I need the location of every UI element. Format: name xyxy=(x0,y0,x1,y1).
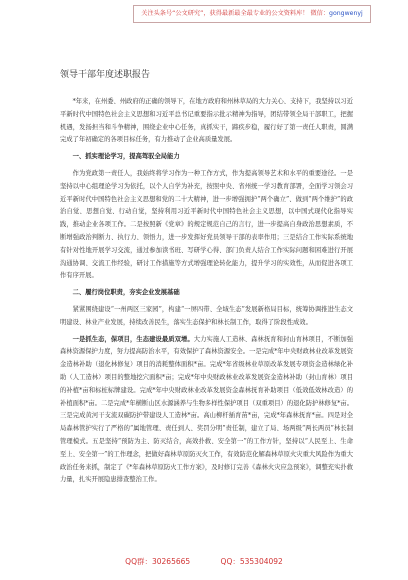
footer-qq-group: QQ群：30265665 xyxy=(125,557,191,566)
section-1-paragraph: 作为党政第一责任人，我始终将学习作为一种工作方式，作为提高领导艺术和水平的重要途径。一是坚持以中心组理论学习为依托，以个人自学为补充，按照中央、省州统一学习教育部署，全面学习领会习近平新时代中国特色社会主义思想和党的二十大精神，进一步增强拥护“两个确立”、做到“两个维护”的政治自觉、思想自觉、行动自觉，坚持利用习近平新时代中国特色社会主义思想，以中国式现代化指导实践，推动企业各项工作。二是按照新《党章》的规定规范自己的言行，进一步提高自身政治思想素质，不断增强政治判断力、执行力、领悟力，进一步发挥好党员领导干部的表率作用；三是结合工作实际系统地有针对性地开展学习交流，通过参加读书班、写研学心得、部门负责人结合工作实际问题和困难进行开展沟通协调、交流工作经验，研讨工作措施等方式增强理论转化能力，提升学习的实效性，从而促进各项工作有序开展。 xyxy=(60,169,353,280)
banner-text: 关注头条号“公文研究”，获得最新最全最专业的公文资料库！ 微信： xyxy=(141,10,330,17)
intro-paragraph: *年来，在州委、州政府的正确的领导下，在地方政府和州林草局的大力关心、支持下，我坚持以习近平新时代中国特色社会主义思想和习近平总书记重要指示批示精神为指导，团结带领全局干部职工，把握机遇，发扬担当和斗争精神，围绕企业中心任务，真抓实干，蹄疾步稳，履行好了第一责任人职责，圆满完成了年初确定的各项目标任务，有力推动了企业高质量发展。 xyxy=(60,98,353,144)
point-1-body: 大力实施人工造林、森林抚育和封山育林项目，不断加强森林资源保护力度，努力提高防治水平，有效保护了森林资源安全。一是完成*年中央财政林业改革发展资金造林补助（退化林修复）项目的消耗整体面积*亩。完成*年省级林业草原改革发展专项资金造林绿化补助（人工造林）项目的整地挖穴面积*亩；完成*年中央财政林业改革发展资金造林补助（封山育林）项目的补植*亩和标桩标牌建设。完成*年中央财政林业改革发展资金森林抚育补助项目（低效低效林改造）的补植面积*亩。二是完成*年横断山区水源涵养与生物多样性保护项目（双重项目）的退化防护林修复*亩。三是完成黄河干支流双碳防护带建设人工造林*亩。高山柳杆插育苗*亩，完成*年森林抚育*亩。四是对全局森林管护实行了严格的“属地管理、责任到人、奖罚分明”责任制，建立了局、场两级“两长两员”林长制管理模式。五是坚持“预防为主、防灭结合，高效扑救、安全第一”的工作方针，坚持以“人民至上、生命至上、安全第一”的工作理念，把做好森林草原防灭火工作，有效防范化解森林草原火灾重大风险作为重大政治任务来抓，制定了《*年森林草原防火工作方案》，及时修订完善《森林火灾应急预案》，调整充实扑救力量，扎实开展隐患排查整治工作。 xyxy=(60,335,353,484)
document-body xyxy=(60,96,353,551)
section-2-heading: 二、履行岗位职责，夯实企业发展基础 xyxy=(72,289,180,297)
top-banner xyxy=(133,5,371,23)
footer-qq: QQ：535304092 xyxy=(220,557,283,566)
banner-wechat-id: gongwenyj xyxy=(329,10,363,17)
point-1-paragraph xyxy=(60,334,353,488)
section-1-heading: 一、抓实理论学习，提高驾驭全局能力 xyxy=(72,153,180,161)
point-1-lead: 一是抓生态，保项目，生态建设最质双增。 xyxy=(72,335,194,343)
document-title: 领导干部年度述职报告 xyxy=(60,70,151,80)
footer xyxy=(0,556,408,567)
section-2-paragraph: 紧紧围绕建设“一州两区三家园”，构建“一屏四带、全域生态”发展新格局目标，统筹协调推进生态文明建设、林业产业发展，持续改善民生，落实生态保护和林长制工作，取得了阶段性成效。 xyxy=(60,305,353,326)
